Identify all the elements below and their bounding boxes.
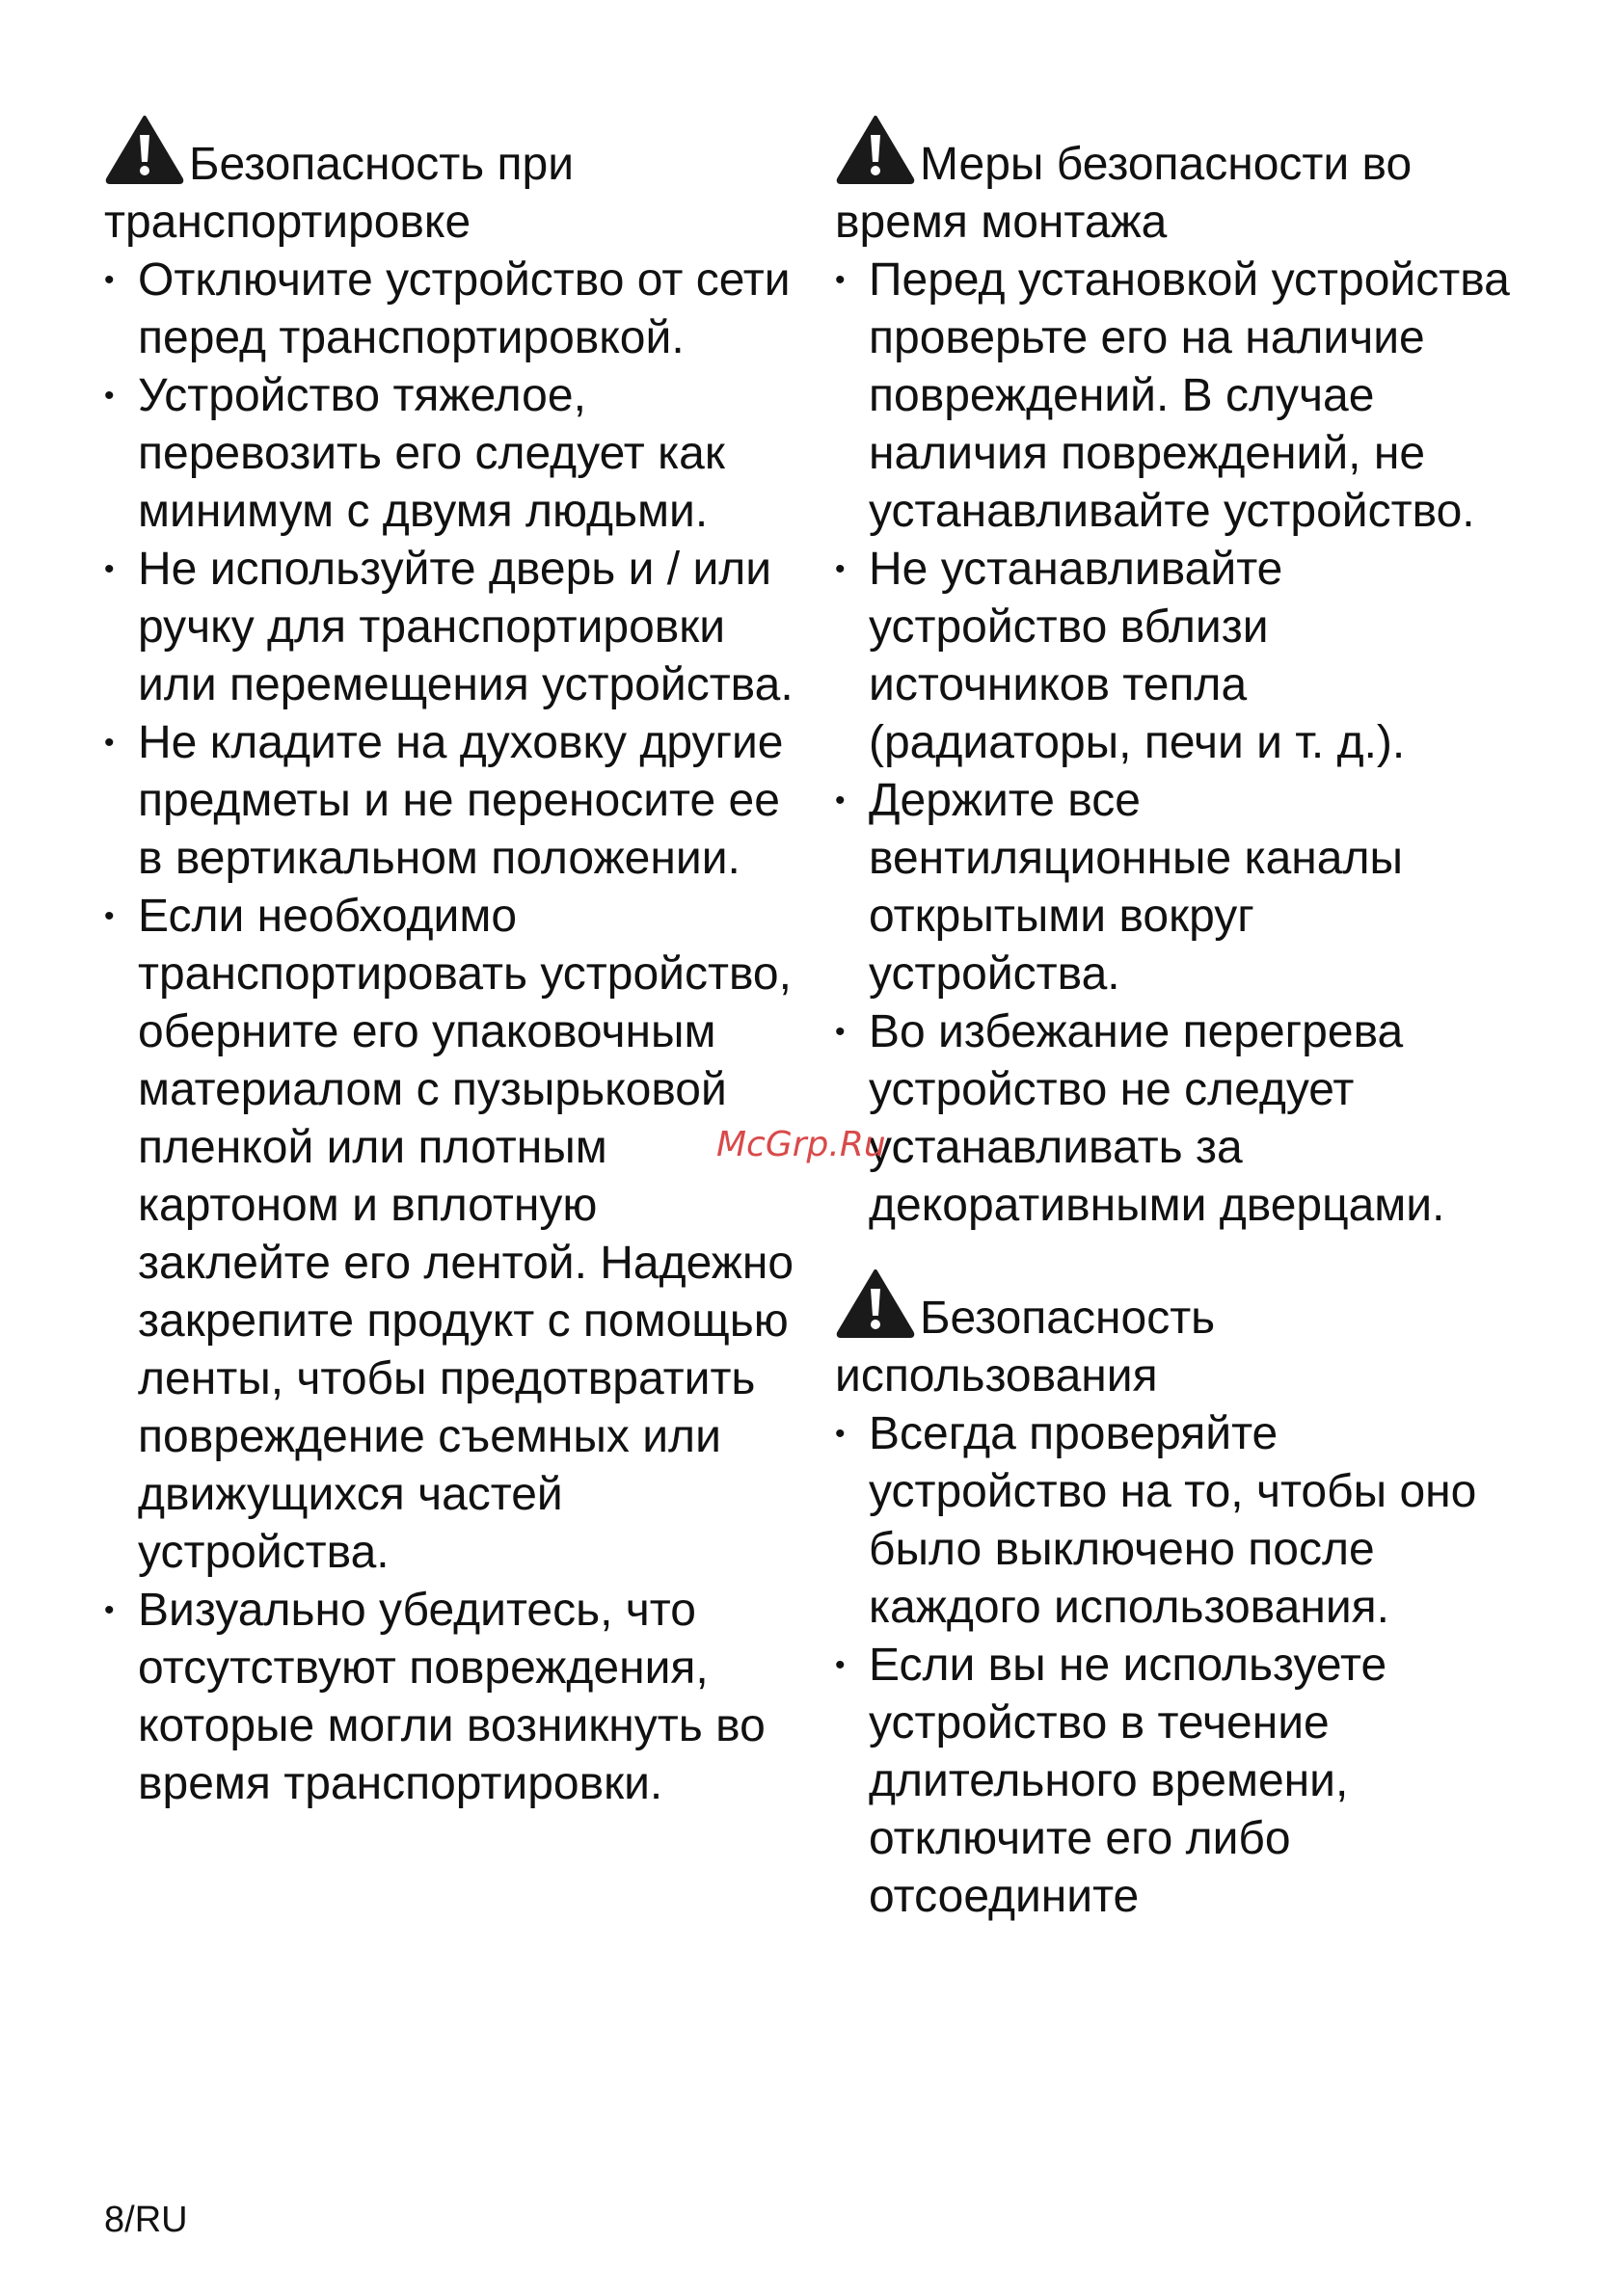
list-item: • Если необходимо транспортировать устройство, оберните его упаковочным материалом с пузырьковой пленкой или плотным картоном и вплотную заклейте его лентой. Надежно закрепите продукт с помощью ленты, чтобы предотвратить повреждение съемных или движущихся частей устройства. (104, 888, 798, 1582)
installation-safety-heading (835, 114, 1510, 252)
usage-safety-heading (835, 1268, 1510, 1405)
warning-triangle-icon (835, 1268, 916, 1339)
list-item: • Не кладите на духовку другие предметы и не переносите ее в вертикальном положении. (104, 714, 798, 888)
usage-safety-title: Безопасность использования (835, 1293, 1216, 1402)
list-item: • Держите все вентиляционные каналы открытыми вокруг устройства. (835, 772, 1510, 1003)
page-number: 8/RU (104, 2200, 188, 2240)
transport-safety-section (104, 114, 798, 1813)
transport-safety-title: Безопасность при транспортировке (104, 139, 575, 248)
list-item: • Не устанавливайте устройство вблизи источников тепла (радиаторы, печи и т. д.). (835, 541, 1510, 772)
list-item: • Не используйте дверь и / или ручку для транспортировки или перемещения устройства. (104, 541, 798, 714)
usage-safety-section (835, 1268, 1510, 1926)
transport-safety-heading (104, 114, 798, 252)
transport-safety-list (104, 252, 798, 1813)
list-item: • Устройство тяжелое, перевозить его следует как минимум с двумя людьми. (104, 367, 798, 541)
list-item: • Перед установкой устройства проверьте его на наличие повреждений. В случае наличия повреждений, не устанавливайте устройство. (835, 252, 1510, 541)
installation-safety-title: Меры безопасности во время монтажа (835, 139, 1413, 248)
list-item: • Визуально убедитесь, что отсутствуют повреждения, которые могли возникнуть во время транспортировки. (104, 1582, 798, 1813)
list-item: • Отключите устройство от сети перед транспортировкой. (104, 252, 798, 367)
left-column (104, 114, 798, 1813)
list-item: • Всегда проверяйте устройство на то, чтобы оно было выключено после каждого использования. (835, 1405, 1510, 1637)
list-item: • Во избежание перегрева устройство не следует устанавливать за декоративными дверцами. (835, 1003, 1510, 1235)
installation-safety-list (835, 252, 1510, 1235)
warning-triangle-icon (835, 114, 916, 185)
right-column (835, 114, 1510, 1926)
warning-triangle-icon (104, 114, 185, 185)
usage-safety-list (835, 1405, 1510, 1926)
list-item: • Если вы не используете устройство в течение длительного времени, отключите его либо отсоедините (835, 1637, 1510, 1926)
watermark: McGrp.Ru (716, 1125, 886, 1164)
installation-safety-section (835, 114, 1510, 1235)
